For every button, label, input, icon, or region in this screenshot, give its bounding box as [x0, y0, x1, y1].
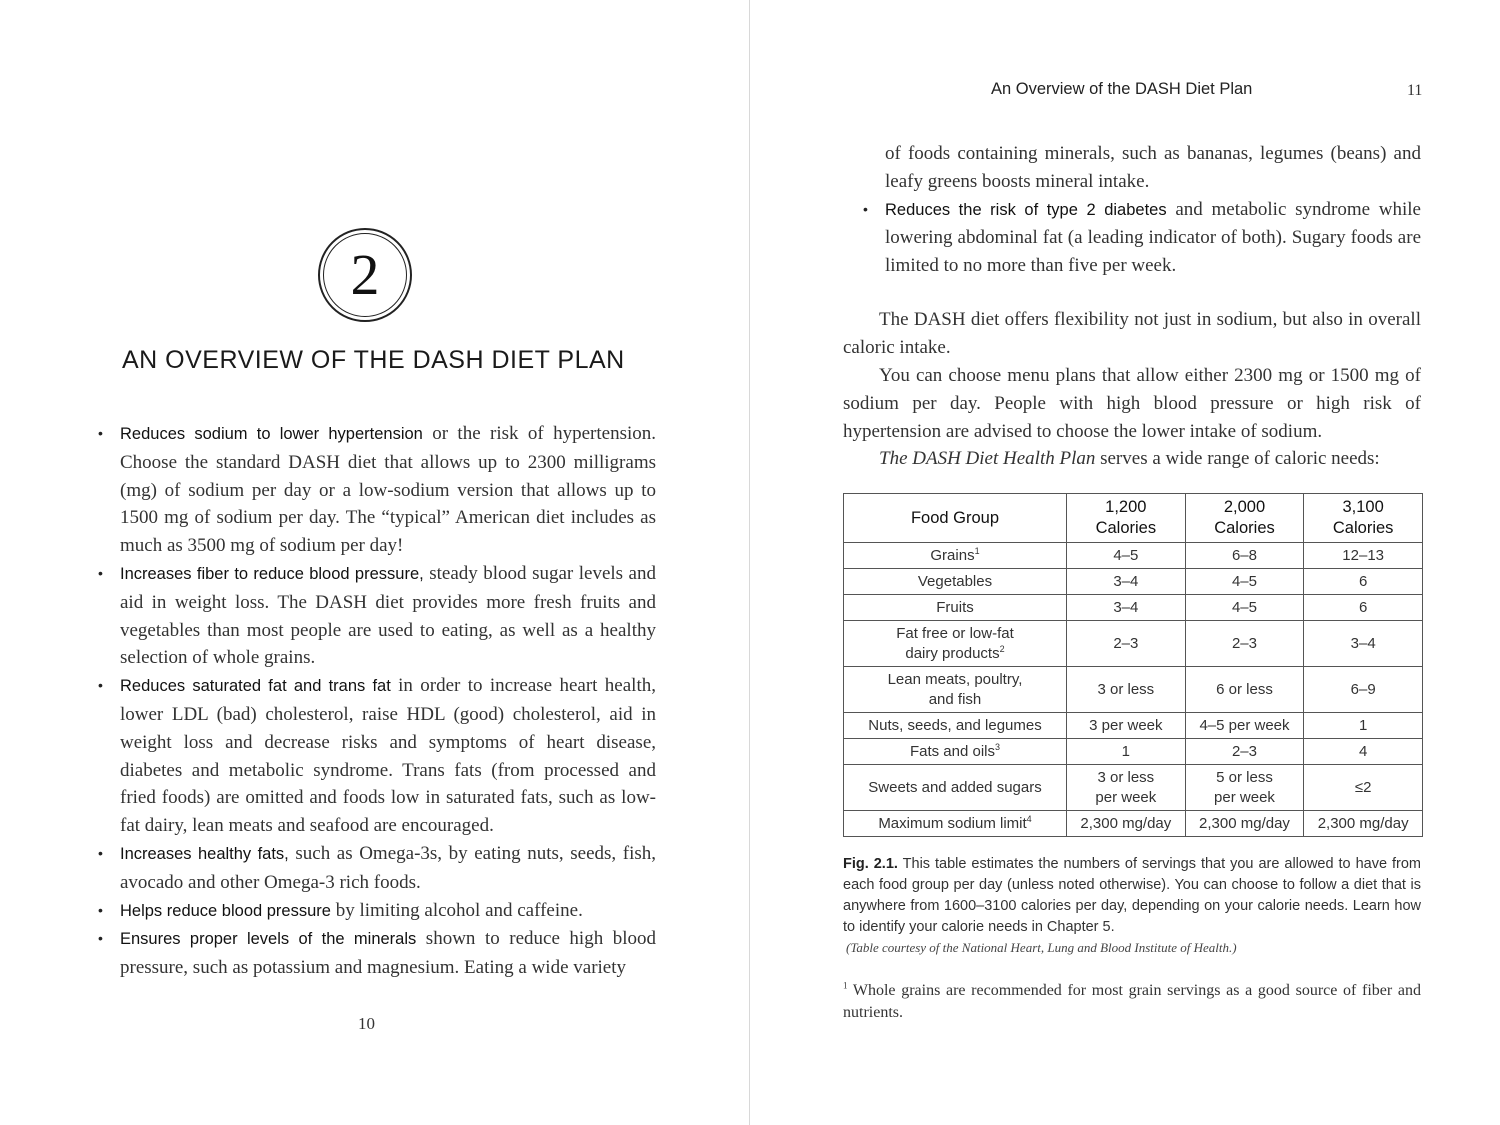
list-item [96, 672, 656, 840]
header-line: 3,100 [1342, 498, 1384, 516]
table-cell: 6 [1304, 569, 1423, 595]
bullet-lead: Helps reduce blood pressure [120, 901, 331, 920]
table-row [844, 739, 1423, 765]
footnote-ref: 1 [974, 545, 980, 556]
cell-line: Lean meats, poultry, [887, 670, 1023, 688]
table-cell: 12–13 [1304, 543, 1423, 569]
table-cell: 3–4 [1067, 595, 1186, 621]
table-cell [844, 543, 1067, 569]
table-row [844, 595, 1423, 621]
table-cell [1185, 765, 1304, 811]
table-cell: 1 [1304, 713, 1423, 739]
cell-line: Fat free or low-fat [896, 624, 1014, 642]
table-cell [844, 811, 1067, 837]
figure-label: Fig. 2.1. [843, 856, 898, 872]
footnote-ref: 2 [999, 643, 1005, 654]
column-header: Food Group [844, 494, 1067, 543]
benefits-list-continued [861, 140, 1421, 280]
table-row [844, 713, 1423, 739]
table-cell: 2,300 mg/day [1067, 811, 1186, 837]
bullet-text: by limiting alcohol and caffeine. [330, 899, 583, 921]
page-number: 11 [1407, 82, 1423, 99]
table-cell: Sweets and added sugars [844, 765, 1067, 811]
running-head: An Overview of the DASH Diet Plan [991, 80, 1253, 98]
cell-line: per week [1095, 788, 1157, 806]
bullet-lead: Increases healthy fats, [120, 844, 289, 863]
list-item [861, 196, 1421, 280]
bullet-lead: Increases fiber to reduce blood pressure, [120, 564, 424, 583]
list-item [96, 840, 656, 897]
table-cell: Nuts, seeds, and legumes [844, 713, 1067, 739]
bullet-text: such as Omega-3s, by eating nuts, seeds, fish, avocado and other Omega-3 rich foods. [120, 842, 656, 893]
table-row [844, 621, 1423, 667]
table-cell: 2–3 [1185, 621, 1304, 667]
servings-table [843, 493, 1423, 837]
footnote-marker: 1 [843, 980, 848, 991]
table-cell: 6 [1304, 595, 1423, 621]
table-cell: 4–5 [1185, 569, 1304, 595]
table-cell: 1 [1067, 739, 1186, 765]
table-cell: 6–8 [1185, 543, 1304, 569]
table-cell [844, 739, 1067, 765]
table-cell: 3–4 [1304, 621, 1423, 667]
cell-line: and fish [928, 690, 982, 708]
cell-line: dairy products [905, 644, 1000, 662]
column-header [1067, 494, 1186, 543]
bullet-text: or the risk of hypertension. Choose the standard DASH diet that allows up to 2300 milligrams (mg) of sodium per day or a low-sodium version that allows up to 1500 mg of sodium per day. The “typical” American diet includes as much as 3500 mg of sodium per day! [120, 423, 656, 557]
body-paragraph [843, 445, 1421, 473]
footnote [843, 980, 1421, 1024]
chapter-number: 2 [350, 242, 380, 307]
bullet-lead: Ensures proper levels of the minerals [120, 930, 417, 949]
figure-caption [843, 854, 1421, 938]
table-cell: 3 per week [1067, 713, 1186, 739]
header-line: Calories [1095, 519, 1157, 537]
footnote-text: Whole grains are recommended for most grain servings as a good source of fiber and nutrients. [843, 982, 1421, 1021]
list-item [96, 897, 656, 926]
table-cell [844, 621, 1067, 667]
page-number: 10 [358, 1014, 375, 1033]
table-cell: 3–4 [1067, 569, 1186, 595]
book-title: The DASH Diet Health Plan [879, 448, 1096, 469]
cell-line: per week [1214, 788, 1275, 806]
table-cell: 2,300 mg/day [1304, 811, 1423, 837]
bullet-text: and metabolic syndrome while lowering abdominal fat (a leading indicator of both). Sugary foods are limited to no more than five per week. [885, 198, 1421, 277]
footnote-ref: 4 [1026, 813, 1032, 824]
chapter-number-badge [318, 228, 412, 322]
table-cell: 6–9 [1304, 667, 1423, 713]
table-cell: 4–5 [1067, 543, 1186, 569]
table-cell: 2,300 mg/day [1185, 811, 1304, 837]
table-cell: 2–3 [1185, 739, 1304, 765]
bullet-lead: Reduces saturated fat and trans fat [120, 677, 391, 696]
table-cell: ≤2 [1304, 765, 1423, 811]
list-item [96, 560, 656, 672]
table-cell: 6 or less [1185, 667, 1304, 713]
chapter-title: AN OVERVIEW OF THE DASH DIET PLAN [122, 346, 625, 374]
bullet-lead: Reduces sodium to lower hypertension [120, 425, 423, 443]
bullet-lead: Reduces the risk of type 2 diabetes [885, 200, 1167, 219]
cell-line: 5 or less [1216, 768, 1273, 786]
table-row [844, 765, 1423, 811]
bullet-text: of foods containing minerals, such as bananas, legumes (beans) and leafy greens boosts mineral intake. [885, 143, 1421, 192]
table-cell: 2–3 [1067, 621, 1186, 667]
table-row [844, 811, 1423, 837]
header-line: Calories [1332, 519, 1394, 537]
cell-text: Grains [930, 546, 975, 564]
table-cell [1067, 765, 1186, 811]
bullet-text: shown to reduce high blood pressure, such as potassium and magnesium. Eating a wide variety [120, 928, 657, 979]
table-cell: Fruits [844, 595, 1067, 621]
table-credit: (Table courtesy of the National Heart, Lung and Blood Institute of Health.) [846, 940, 1237, 955]
table-cell: 4–5 [1185, 595, 1304, 621]
list-item-continuation [861, 140, 1421, 196]
bullet-text: steady blood sugar levels and aid in weight loss. The DASH diet provides more fresh fruits and vegetables than most people are used to eating, as well as a healthy selection of whole grains. [120, 562, 656, 669]
table-cell: 4–5 per week [1185, 713, 1304, 739]
list-item [96, 925, 656, 982]
table-cell: 3 or less [1067, 667, 1186, 713]
caption-text: This table estimates the numbers of servings that you are allowed to have from each food group per day (unless noted otherwise). You can choose to follow a diet that is anywhere from 1600–3100 calories per day, depending on your calorie needs. Learn how to identify your calorie needs in Chapter 5. [843, 856, 1421, 935]
benefits-list [96, 420, 656, 982]
column-header [1185, 494, 1304, 543]
bullet-text: in order to increase heart health, lower LDL (bad) cholesterol, raise HDL (good) cholesterol, aid in weight loss and decrease risks and symptoms of heart disease, diabetes and metabolic syndrome. Trans fats (from processed and fried foods) are omitted and foods low in saturated fats, such as low-fat dairy, lean meats and seafood are encouraged. [120, 675, 656, 837]
table-row [844, 667, 1423, 713]
body-paragraph: You can choose menu plans that allow either 2300 mg or 1500 mg of sodium per day. People with high blood pressure or high risk of hypertension are advised to choose the lower intake of sodium. [843, 365, 1421, 442]
table-row [844, 543, 1423, 569]
paragraph-text: serves a wide range of caloric needs: [1095, 448, 1380, 469]
header-line: 2,000 [1223, 498, 1266, 516]
table-cell: 4 [1304, 739, 1423, 765]
cell-line: 3 or less [1097, 768, 1155, 786]
column-header [1304, 494, 1423, 543]
cell-text: Maximum sodium limit [878, 814, 1027, 832]
table-row [844, 569, 1423, 595]
body-paragraph: The DASH diet offers flexibility not just in sodium, but also in overall caloric intake. [843, 309, 1421, 358]
table-cell [844, 667, 1067, 713]
footnote-ref: 3 [995, 741, 1001, 752]
list-item [96, 420, 656, 560]
table-header-row [844, 494, 1423, 543]
cell-text: Fats and oils [909, 742, 996, 760]
header-line: Calories [1214, 519, 1275, 537]
header-line: 1,200 [1105, 498, 1147, 516]
table-cell: Vegetables [844, 569, 1067, 595]
